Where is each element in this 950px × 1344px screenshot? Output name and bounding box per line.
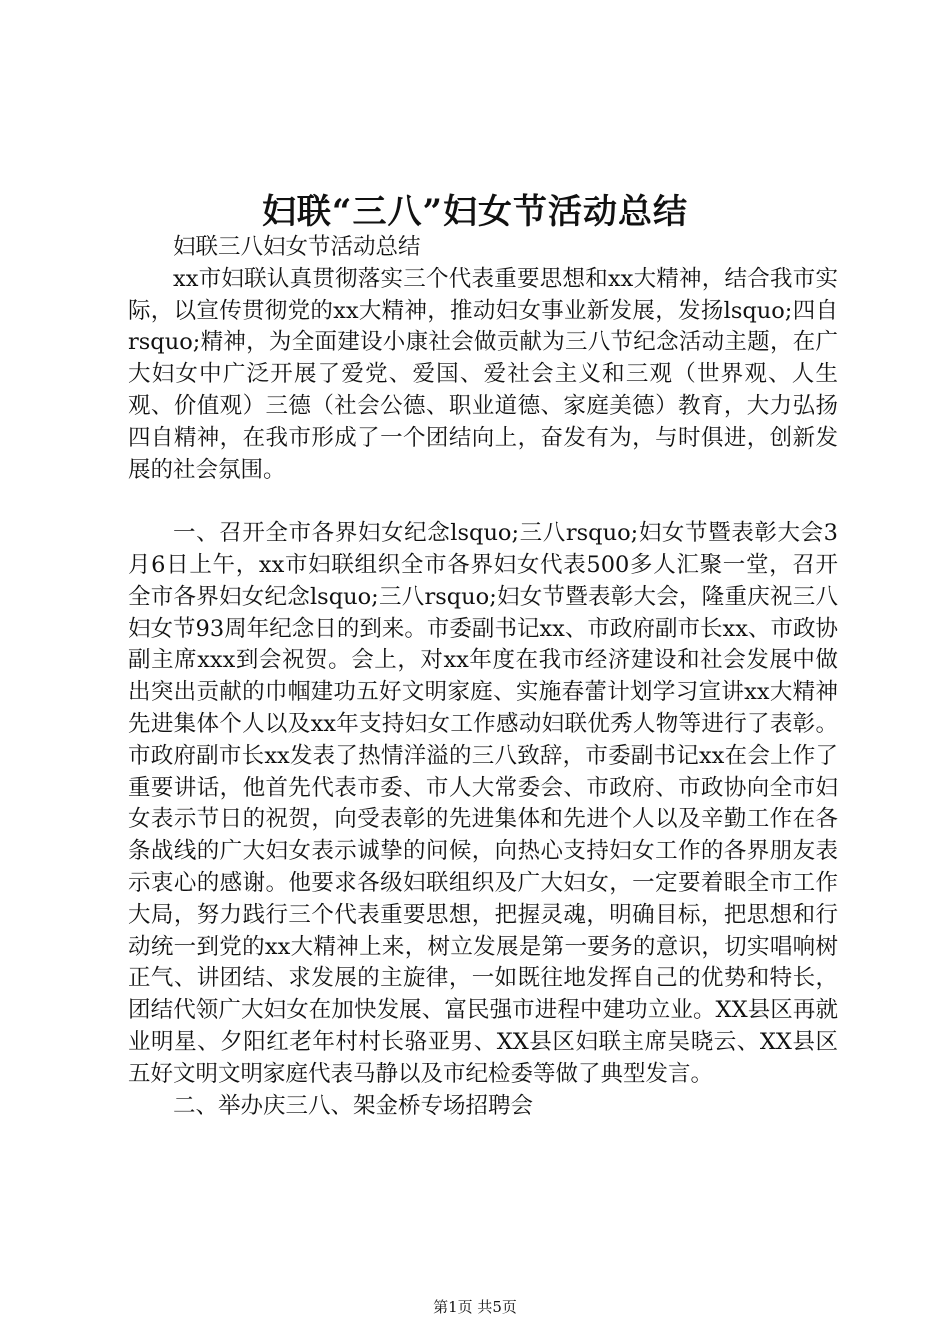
paragraph-subtitle: 妇联三八妇女节活动总结 — [173, 234, 421, 260]
paragraph-section-1: 一、召开全市各界妇女纪念lsquo;三八rsquo;妇女节暨表彰大会3月6日上午，xx市妇联组织全市各界妇女代表500多人汇聚一堂，召开全市各界妇女纪念lsquo;三八rsquo;妇女节暨表彰大会，隆重庆祝三八妇女节93周年纪念日的到来。市委副书记xx、市政府副市长xx、市政协副主席xxx到会祝贺。会上，对xx年度在我市经济建设和社会发展中做出突出贡献的巾帼建功五好文明家庭、实施春蕾计划学习宣讲xx大精神先进集体个人以及xx年支持妇女工作感动妇联优秀人物等进行了表彰。市政府副市长xx发表了热情洋溢的三八致辞，市委副书记xx在会上作了重要讲话，他首先代表市委、市人大常委会、市政府、市政协向全市妇女表示节日的祝贺，向受表彰的先进集体和先进个人以及辛勤工作在各条战线的广大妇女表示诚挚的问候，向热心支持妇女工作的各界朋友表示衷心的感谢。他要求各级妇联组织及广大妇女，一定要着眼全市工作大局，努力践行三个代表重要思想，把握灵魂，明确目标，把思想和行动统一到党的xx大精神上来，树立发展是第一要务的意识，切实唱响树正气、讲团结、求发展的主旋律，一如既往地发挥自己的优势和特长，团结代领广大妇女在加快发展、富民强市进程中建功立业。XX县区再就业明星、夕阳红老年村村长骆亚男、XX县区妇联主席吴晓云、XX县区五好文明文明家庭代表马静以及市纪检委等做了典型发言。 — [128, 520, 838, 1087]
page-number: 第1页 共5页 — [433, 1298, 517, 1316]
paragraph-intro: xx市妇联认真贯彻落实三个代表重要思想和xx大精神，结合我市实际，以宣传贯彻党的xx大精神，推动妇女事业新发展，发扬lsquo;四自rsquo;精神，为全面建设小康社会做贡献为三八节纪念活动主题，在广大妇女中广泛开展了爱党、爱国、爱社会主义和三观（世界观、人生观、价值观）三德（社会公德、职业道德、家庭美德）教育，大力弘扬四自精神，在我市形成了一个团结向上，奋发有为，与时俱进，创新发展的社会氛围。 — [128, 265, 838, 483]
document-body — [128, 232, 838, 1122]
document-title: 妇联“三八”妇女节活动总结 — [261, 192, 689, 232]
paragraph-section-2-heading: 二、举办庆三八、架金桥专场招聘会 — [173, 1092, 534, 1119]
